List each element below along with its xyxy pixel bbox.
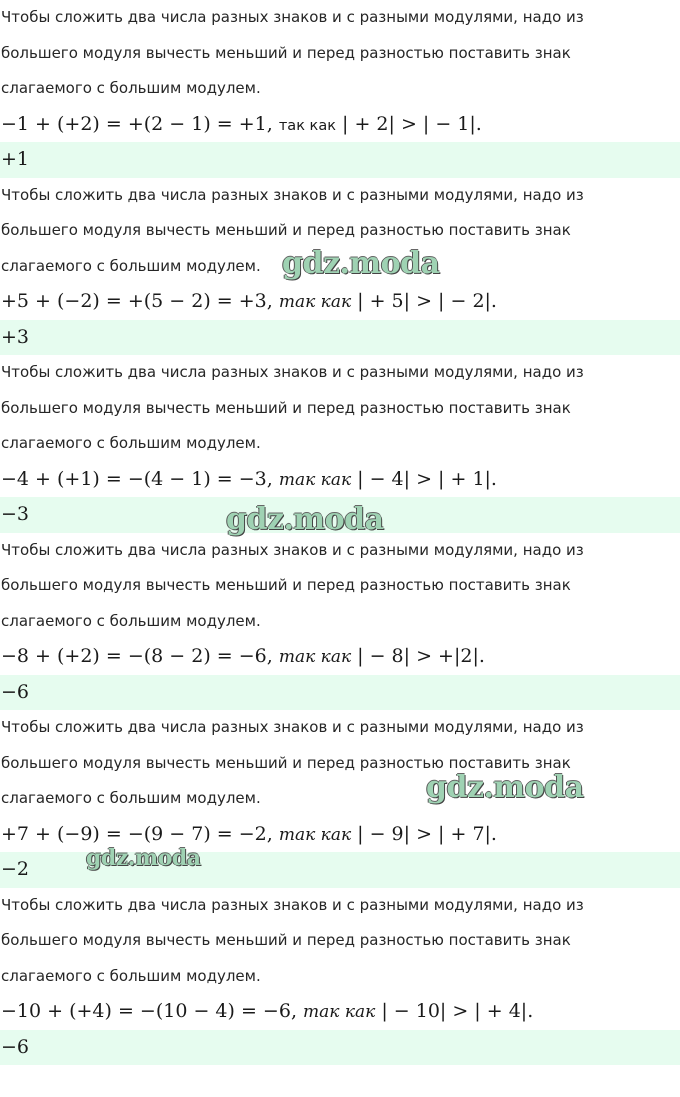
answer-box: −6 (0, 675, 680, 711)
rule-line-1: Чтобы сложить два числа разных знаков и с разными модулями, надо из (1, 718, 584, 736)
watermark-logo: gdz.moda (86, 845, 201, 871)
equation (0, 994, 680, 1030)
expression: +7 + (−9) = −(9 − 7) = −2, (1, 822, 273, 845)
answer-box: +3 (0, 320, 680, 356)
expression: −4 + (+1) = −(4 − 1) = −3, (1, 467, 273, 490)
rule-line-2: большего модуля вычесть меньший и перед разностью поставить знак (1, 931, 571, 949)
rule-line-2: большего модуля вычесть меньший и перед разностью поставить знак (1, 753, 571, 772)
modulus-comparison: | − 4| > | + 1|. (357, 467, 497, 490)
answer-box: −6 (0, 1030, 680, 1066)
equation (0, 462, 680, 498)
answer-box: +1 (0, 142, 680, 178)
rule-line-1: Чтобы сложить два числа разных знаков и с разными модулями, надо из (1, 185, 584, 204)
answer-box: −2 (0, 852, 680, 888)
reason-word: так как (278, 292, 352, 312)
rule-line-1: Чтобы сложить два числа разных знаков и с разными модулями, надо из (1, 363, 584, 381)
expression: −1 + (+2) = +(2 − 1) = +1, (1, 112, 273, 135)
rule-line-1: Чтобы сложить два числа разных знаков и с разными модулями, надо из (1, 895, 584, 914)
rule-line-2: большего модуля вычесть меньший и перед разностью поставить знак (1, 576, 571, 594)
expression: −8 + (+2) = −(8 − 2) = −6, (1, 645, 273, 667)
reason-word: так как (278, 647, 352, 667)
rule-line-2: большего модуля вычесть меньший и перед разностью поставить знак (1, 221, 571, 239)
rule-line-3: слагаемого с большим модулем. (1, 434, 261, 452)
problem-6 (0, 888, 680, 1066)
problem-4 (0, 533, 680, 711)
rule-line-3: слагаемого с большим модулем. (1, 611, 261, 630)
rule-line-2: большего модуля вычесть меньший и перед разностью поставить знак (1, 398, 571, 417)
expression: +5 + (−2) = +(5 − 2) = +3, (1, 290, 273, 312)
answer-box: −3 (0, 497, 680, 533)
modulus-comparison: | + 5| > | − 2|. (357, 290, 497, 312)
problem-2 (0, 178, 680, 356)
reason-word: так как (278, 824, 352, 845)
watermark-logo: gdz.moda (226, 502, 384, 537)
problem-3 (0, 355, 680, 533)
rule-line-3: слагаемого с большим модулем. (1, 789, 261, 807)
equation (0, 284, 680, 320)
equation (0, 639, 680, 675)
problem-5 (0, 710, 680, 888)
modulus-comparison: | + 2| > | − 1|. (342, 112, 482, 135)
equation (0, 107, 680, 143)
modulus-comparison: | − 9| > | + 7|. (357, 822, 497, 845)
reason-word: так как (278, 117, 336, 134)
rule-line-1: Чтобы сложить два числа разных знаков и с разными модулями, надо из (1, 8, 584, 26)
expression: −10 + (+4) = −(10 − 4) = −6, (1, 1000, 297, 1022)
rule-line-1: Чтобы сложить два числа разных знаков и с разными модулями, надо из (1, 540, 584, 559)
rule-line-3: слагаемого с большим модулем. (1, 966, 261, 985)
rule-line-3: слагаемого с большим модулем. (1, 256, 261, 275)
modulus-comparison: | − 10| > | + 4|. (381, 1000, 534, 1022)
equation (0, 817, 680, 853)
reason-word: так как (303, 1002, 376, 1022)
watermark-logo: gdz.moda (426, 770, 584, 805)
modulus-comparison: | − 8| > +|2|. (357, 645, 485, 667)
reason-word: так как (278, 469, 352, 490)
rule-line-2: большего модуля вычесть меньший и перед разностью поставить знак (1, 43, 571, 62)
rule-line-3: слагаемого с большим модулем. (1, 79, 261, 97)
problem-1 (0, 0, 680, 178)
watermark-logo: gdz.moda (282, 246, 440, 281)
